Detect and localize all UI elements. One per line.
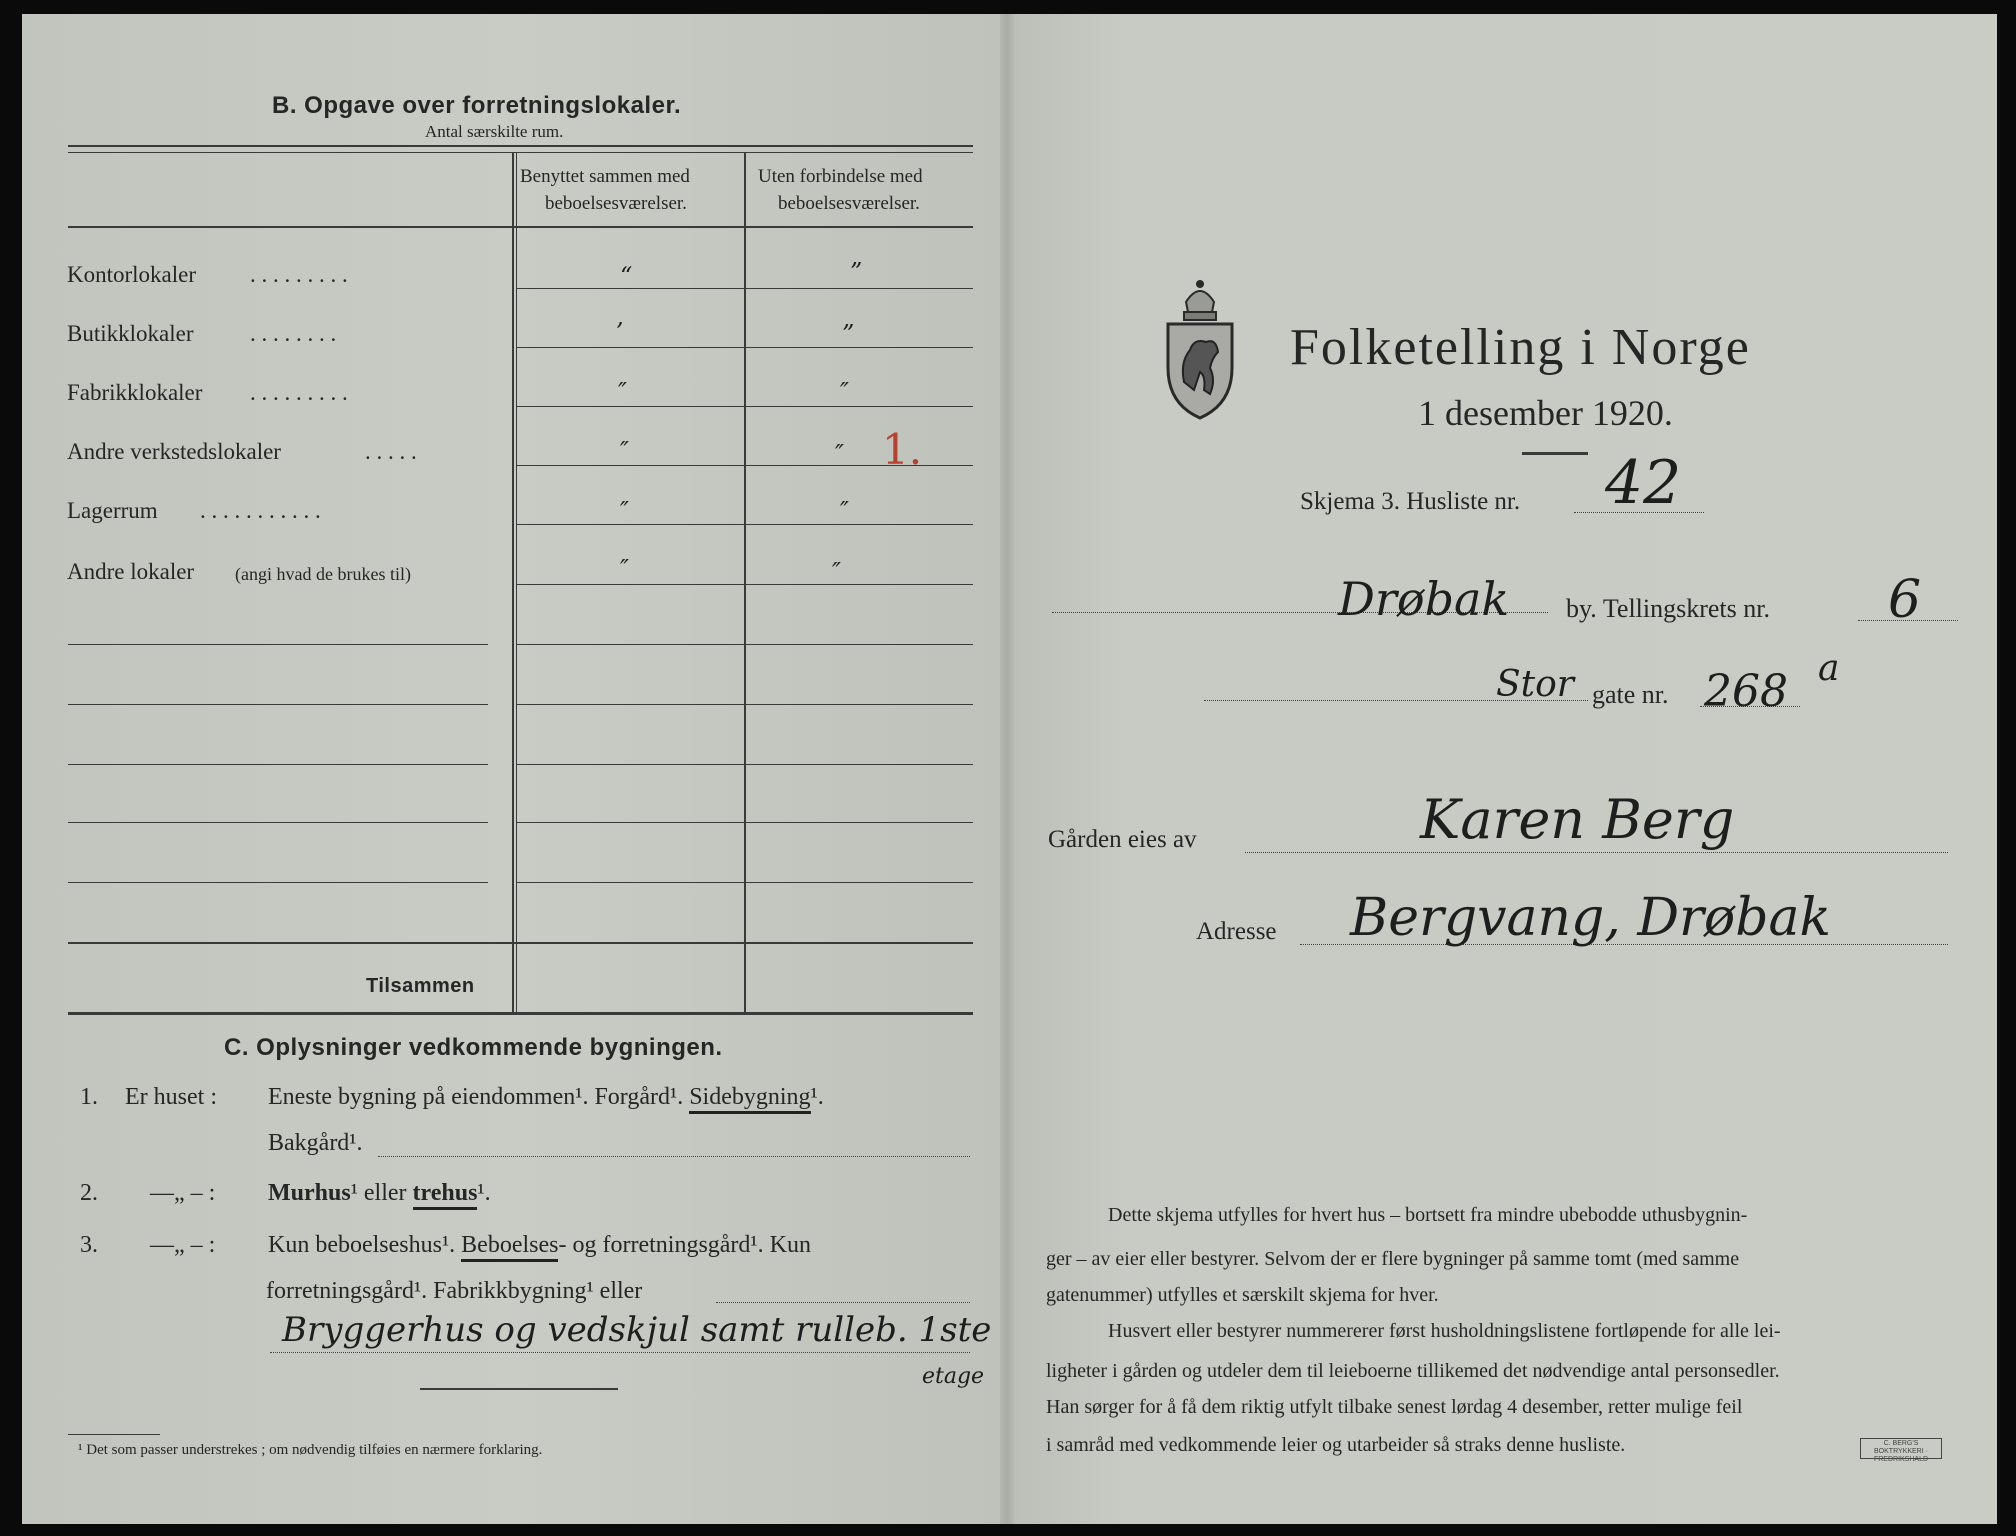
q3-selected-option: Beboelses <box>461 1232 558 1262</box>
row-rule <box>516 288 973 289</box>
total-top-rule <box>68 942 973 944</box>
row-rule <box>516 882 973 883</box>
q1-sup: ¹. <box>810 1084 824 1110</box>
q1-line2: Bakgård¹. <box>268 1130 363 1156</box>
q3-fill-line-3 <box>420 1388 618 1390</box>
section-b-title: B. Opgave over forretningslokaler. <box>272 92 682 119</box>
row-dots: . . . . . . . . . <box>250 380 348 405</box>
row-rule <box>516 584 973 585</box>
gate-label: gate nr. <box>1592 680 1669 709</box>
section-b-subtitle: Antal særskilte rum. <box>425 122 564 141</box>
cell-value: ″ <box>620 437 629 465</box>
row-rule <box>68 764 488 765</box>
col1-header-line2: beboelsesværelser. <box>545 193 687 214</box>
section-c-title: C. Oplysninger vedkommende bygningen. <box>224 1034 723 1061</box>
row-label-andre-lokaler: Andre lokaler <box>67 559 195 584</box>
row-rule <box>516 406 973 407</box>
q2-number: 2. <box>80 1180 98 1206</box>
table-top-rule-2 <box>68 152 973 153</box>
row-dots: . . . . . . . . <box>250 321 337 346</box>
row-dots: . . . . . . . . . <box>250 262 348 287</box>
q2-sup: ¹. <box>477 1180 491 1206</box>
q3-option-b: - og forretningsgård¹. Kun <box>558 1232 811 1258</box>
footnote: ¹ Det som passer understrekes ; om nødvendig tilføies en nærmere forklaring. <box>78 1442 543 1458</box>
cell-value: ″ <box>832 558 841 586</box>
row-rule <box>516 822 973 823</box>
cell-value: ″ <box>840 497 849 525</box>
title-divider <box>1522 452 1588 455</box>
col1-header-line1: Benyttet sammen med <box>520 166 690 187</box>
row-dots: . . . . . . . . . . . <box>200 498 321 523</box>
q2-option-sep: ¹ eller <box>350 1180 407 1206</box>
q3-line2: forretningsgård¹. Fabrikkbygning¹ eller <box>266 1278 643 1304</box>
cell-value: ʼ <box>615 318 623 346</box>
instructions-line: ger – av eier eller bestyrer. Selvom der er flere bygninger på samme tomt (med samme <box>1046 1248 1740 1270</box>
row-label-butikklokaler: Butikklokaler <box>67 321 194 346</box>
row-rule <box>68 644 488 645</box>
instructions-line: ligheter i gården og utdeler dem til leieboerne tillikemed det nødvendige antal personsedler. <box>1046 1360 1780 1382</box>
total-bottom-rule <box>68 1012 973 1015</box>
main-title: Folketelling i Norge <box>1290 319 1751 376</box>
col2-header-line2: beboelsesværelser. <box>778 193 920 214</box>
instructions-line: gatenummer) utfylles et særskilt skjema for hver. <box>1046 1284 1439 1306</box>
row-label-fabrikklokaler: Fabrikklokaler <box>67 380 203 405</box>
row-label-andre-verkstedslokaler: Andre verkstedslokaler <box>67 439 281 464</box>
page-fold <box>1000 14 1014 1524</box>
krets-number: 6 <box>1888 570 1922 630</box>
row-rule <box>68 882 488 883</box>
cell-value: “ <box>620 262 633 290</box>
address-label: Adresse <box>1196 918 1277 945</box>
q3-option-a: Kun beboelseshus¹. <box>268 1232 456 1258</box>
row-rule <box>68 822 488 823</box>
col-divider-2 <box>744 152 746 1014</box>
q2-text <box>268 1180 491 1207</box>
q3-handwritten-answer-2: etage <box>922 1364 985 1389</box>
col-divider-1b <box>516 152 517 1014</box>
q2-label: —„ – : <box>150 1180 216 1206</box>
city-name: Drøbak <box>1338 572 1510 626</box>
coat-of-arms-logo <box>1160 272 1240 422</box>
row-rule <box>516 764 973 765</box>
husliste-number: 42 <box>1605 448 1682 518</box>
instructions-line: i samråd med vedkommende leier og utarbeider så straks denne husliste. <box>1046 1434 1626 1456</box>
owner-name: Karen Berg <box>1420 788 1735 851</box>
cell-value: ″ <box>835 440 844 468</box>
printer-stamp: C. BERG'S BOKTRYKKERI · FREDRIKSHALD <box>1860 1438 1942 1459</box>
total-label: Tilsammen <box>366 975 475 997</box>
row-label-kontorlokaler: Kontorlokaler <box>67 262 197 287</box>
street-name: Stor <box>1496 664 1575 705</box>
by-krets-label: by. Tellingskrets nr. <box>1566 594 1771 623</box>
cell-value: ″ <box>620 555 629 583</box>
instructions-line: Dette skjema utfylles for hvert hus – bortsett fra mindre ubebodde uthusbygnin- <box>1108 1204 1748 1226</box>
col2-header-line1: Uten forbindelse med <box>758 166 923 187</box>
footnote-rule <box>68 1434 160 1435</box>
norway-lion-emblem <box>1160 272 1240 422</box>
q1-label: Er huset : <box>125 1084 217 1110</box>
header-bottom-rule <box>68 226 973 228</box>
row-dots: . . . . . <box>365 439 417 464</box>
row-rule <box>516 524 973 525</box>
skjema-label: Skjema 3. Husliste nr. <box>1300 488 1521 515</box>
q3-handwritten-answer: Bryggerhus og vedskjul samt rulleb. 1ste <box>282 1310 992 1350</box>
cell-value: ” <box>850 258 863 286</box>
row-note-andre-lokaler: (angi hvad de brukes til) <box>235 564 411 584</box>
gate-number: 268 <box>1704 666 1788 717</box>
q1-text <box>268 1084 824 1111</box>
q1-selected-option: Sidebygning <box>689 1084 810 1114</box>
q2-selected-option: trehus <box>413 1180 478 1210</box>
cell-value: ″ <box>618 378 627 406</box>
cell-value: ″ <box>840 378 849 406</box>
q3-fill-line-2 <box>270 1352 970 1353</box>
row-rule <box>516 704 973 705</box>
col-divider-1 <box>512 152 514 1014</box>
owner-line <box>1245 852 1948 853</box>
row-rule <box>516 644 973 645</box>
q1-options: Eneste bygning på eiendommen¹. Forgård¹. <box>268 1084 684 1110</box>
instructions-line: Han sørger for å få dem riktig utfylt tilbake senest lørdag 4 desember, retter mulige feil <box>1046 1396 1743 1418</box>
census-date: 1 desember 1920. <box>1418 393 1673 433</box>
q1-number: 1. <box>80 1084 98 1110</box>
q1-fill-line <box>378 1156 970 1157</box>
q3-fill-line <box>716 1302 970 1303</box>
q3-label: —„ – : <box>150 1232 216 1258</box>
instructions-line: Husvert eller bestyrer nummererer først husholdningslistene fortløpende for alle lei- <box>1108 1320 1781 1342</box>
owner-label: Gården eies av <box>1048 826 1197 853</box>
row-rule <box>516 347 973 348</box>
table-top-rule <box>68 145 973 147</box>
q3-text <box>268 1232 811 1259</box>
cell-value: ″ <box>620 497 629 525</box>
q3-number: 3. <box>80 1232 98 1258</box>
gate-number-suffix: a <box>1818 648 1840 689</box>
q2-option-a: Murhus <box>268 1180 351 1206</box>
cell-value: ” <box>842 320 855 348</box>
owner-address: Bergvang, Drøbak <box>1350 888 1831 948</box>
row-label-lagerrum: Lagerrum <box>67 498 158 523</box>
row-rule <box>68 704 488 705</box>
cell-value-red: 1. <box>882 425 923 474</box>
